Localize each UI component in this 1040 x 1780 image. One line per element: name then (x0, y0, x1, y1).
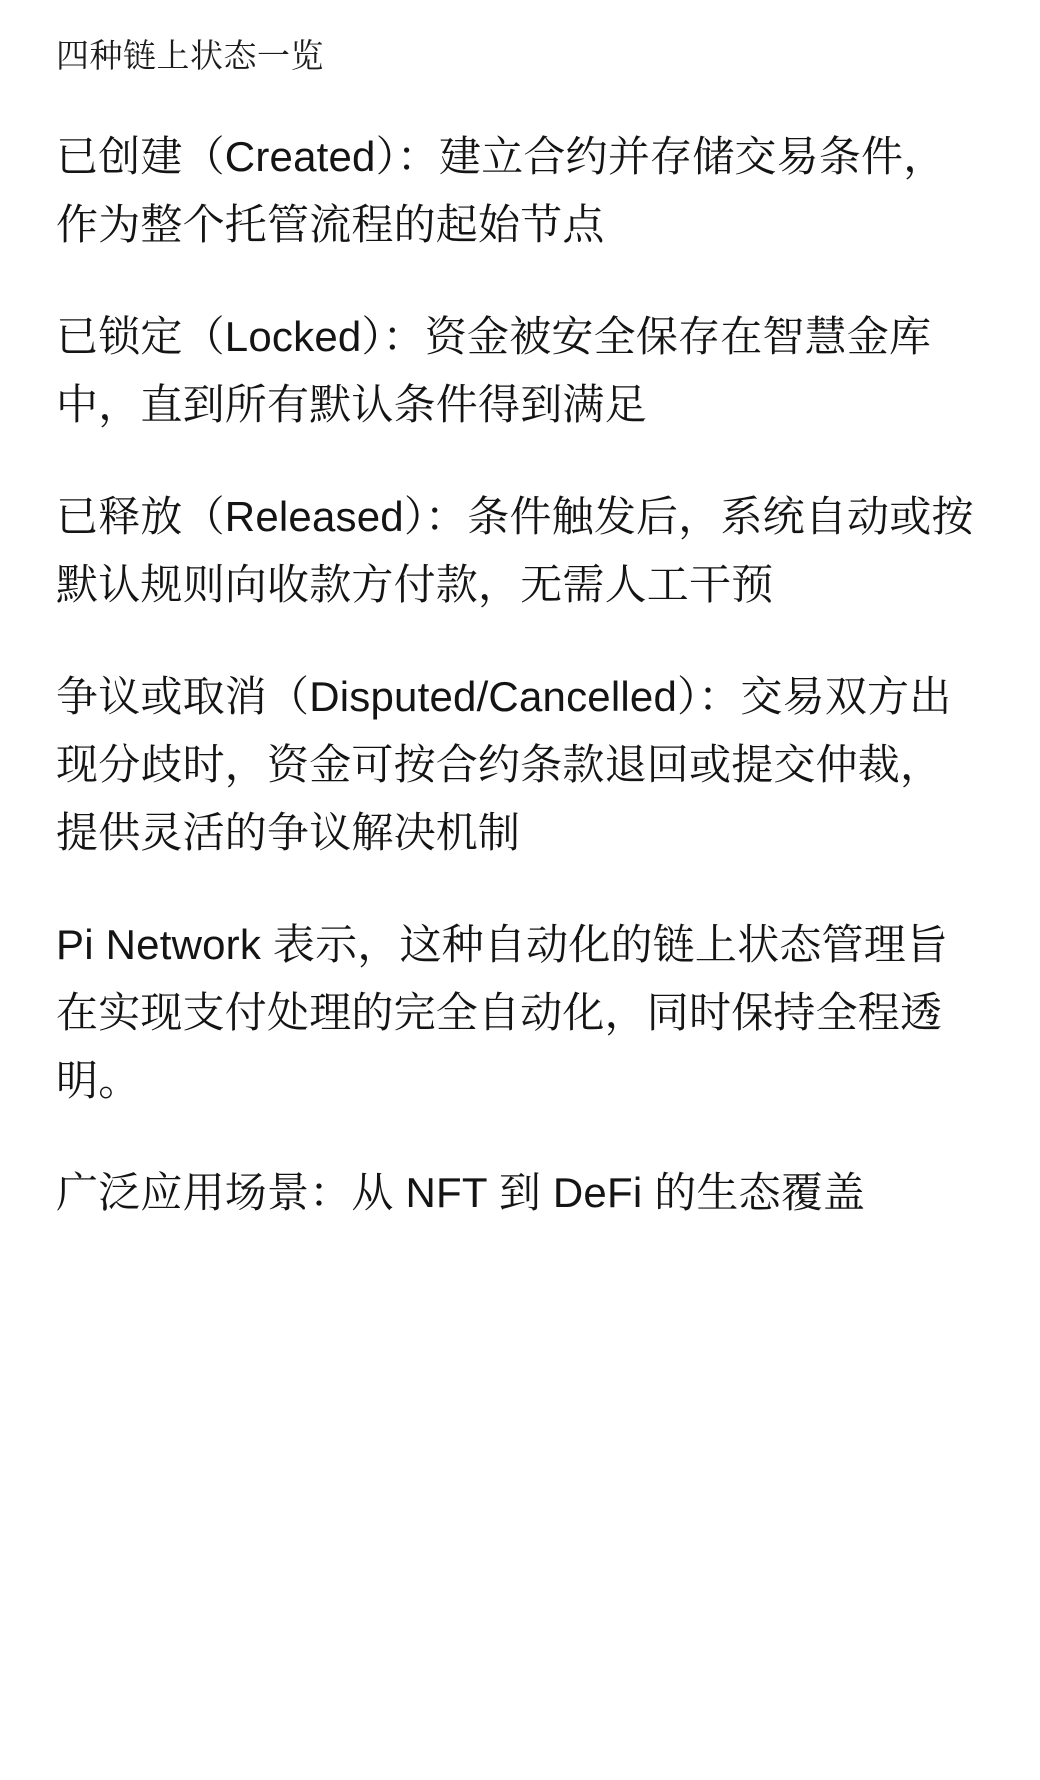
page-title: 四种链上状态一览 (56, 37, 324, 74)
paragraph-state-released: 已释放（Released）：条件触发后，系统自动或按默认规则向收款方付款，无需人工干预 (56, 492, 974, 608)
paragraph-pi-network-statement: Pi Network 表示，这种自动化的链上状态管理旨在实现支付处理的完全自动化，同时保持全程透明。 (56, 920, 949, 1104)
paragraph-state-disputed-cancelled: 争议或取消（Disputed/Cancelled）：交易双方出现分歧时，资金可按合约条款退回或提交仲裁，提供灵活的争议解决机制 (56, 672, 952, 856)
paragraph-state-locked: 已锁定（Locked）：资金被安全保存在智慧金库中，直到所有默认条件得到满足 (56, 312, 932, 428)
paragraph-state-created: 已创建（Created）：建立合约并存储交易条件，作为整个托管流程的起始节点 (56, 132, 946, 248)
paragraph-use-cases-heading: 广泛应用场景：从 NFT 到 DeFi 的生态覆盖 (56, 1168, 866, 1216)
